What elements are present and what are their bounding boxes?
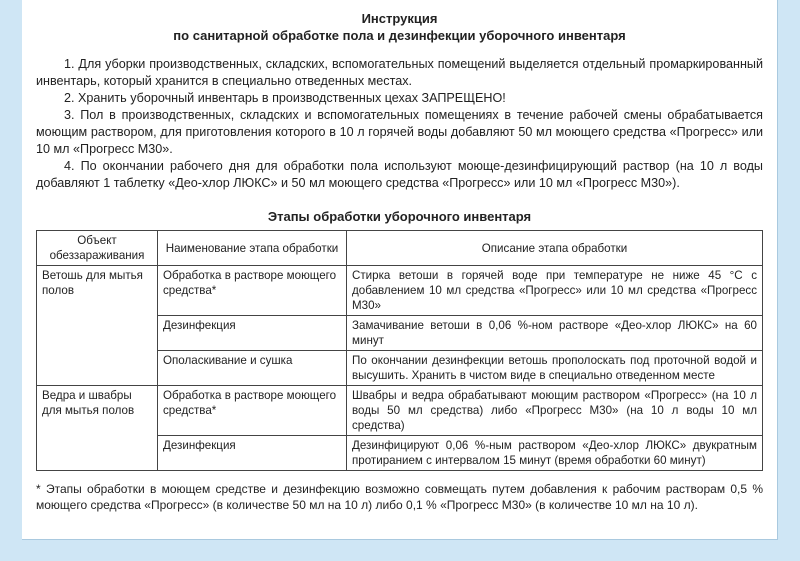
page-frame (0, 22, 22, 561)
instruction-item-2: 2. Хранить уборочный инвентарь в производственных цехах ЗАПРЕЩЕНО! (64, 91, 506, 105)
description-cell: Стирка ветоши в горячей воде при температуре не ниже 45 °С с добавлением 10 мл средства «Прогресс» или 10 мл средства «Прогресс М30» (347, 266, 763, 316)
document-title (36, 10, 763, 44)
description-cell: Замачивание ветоши в 0,06 %-ном растворе «Део-хлор ЛЮКС» на 60 минут (347, 316, 763, 351)
header-stage: Наименование этапа обработки (158, 231, 347, 266)
instruction-item-3: 3. Пол в производственных, складских и вспомогательных помещениях в течение рабочей смены обрабатывается моющим раствором, для приготовления которого в 10 л горячей воды добавляют 50 мл моющего средства «Прогресс» или 10 мл «Прогресс М30». (36, 108, 763, 156)
table-header-row (37, 231, 763, 266)
header-description: Описание этапа обработки (347, 231, 763, 266)
instruction-item-1: 1. Для уборки производственных, складских, вспомогательных помещений выделяется отдельный промаркированный инвентарь, который хранится в специально отведенных местах. (36, 57, 763, 88)
instruction-list (36, 56, 763, 192)
table-row (37, 266, 763, 316)
instruction-card (22, 0, 778, 540)
description-cell: Дезинфицируют 0,06 %-ным раствором «Део-хлор ЛЮКС» двукратным протиранием с интервалом 15 минут (время обработки 60 минут) (347, 436, 763, 471)
title-line-1: Инструкция (361, 11, 438, 26)
stage-cell: Ополаскивание и сушка (158, 351, 347, 386)
title-line-2: по санитарной обработке пола и дезинфекции уборочного инвентаря (173, 28, 626, 43)
instruction-item-4: 4. По окончании рабочего дня для обработки пола используют моюще-дезинфицирующий раствор (на 10 л воды добавляют 1 таблетку «Део-хлор ЛЮКС» и 50 мл моющего средства «Прогресс» или 10 мл «Прогресс М30»). (36, 159, 763, 190)
stage-cell: Обработка в растворе моющего средства* (158, 386, 347, 436)
footnote: * Этапы обработки в моющем средстве и дезинфекцию возможно совмещать путем добавления к рабочим растворам 0,5 % моющего средства «Прогресс» (в количестве 50 мл на 10 л) либо 0,1 % «Прогресс М30» (в количестве 10 мл на 10 л). (36, 482, 763, 512)
stage-cell: Обработка в растворе моющего средства* (158, 266, 347, 316)
stage-cell: Дезинфекция (158, 316, 347, 351)
description-cell: Швабры и ведра обрабатывают моющим раствором «Прогресс» (на 10 л воды 50 мл средства) либо «Прогресс М30» (на 10 л воды 10 мл средства) (347, 386, 763, 436)
object-cell: Ведра и швабры для мытья полов (37, 386, 158, 471)
object-cell: Ветошь для мытья полов (37, 266, 158, 386)
description-cell: По окончании дезинфекции ветошь прополоскать под проточной водой и высушить. Хранить в чистом виде в специально отведенном месте (347, 351, 763, 386)
table-row (37, 386, 763, 436)
table-title: Этапы обработки уборочного инвентаря (267, 209, 532, 224)
header-object: Объект обеззараживания (37, 231, 158, 266)
stage-cell: Дезинфекция (158, 436, 347, 471)
stages-table (36, 230, 763, 471)
